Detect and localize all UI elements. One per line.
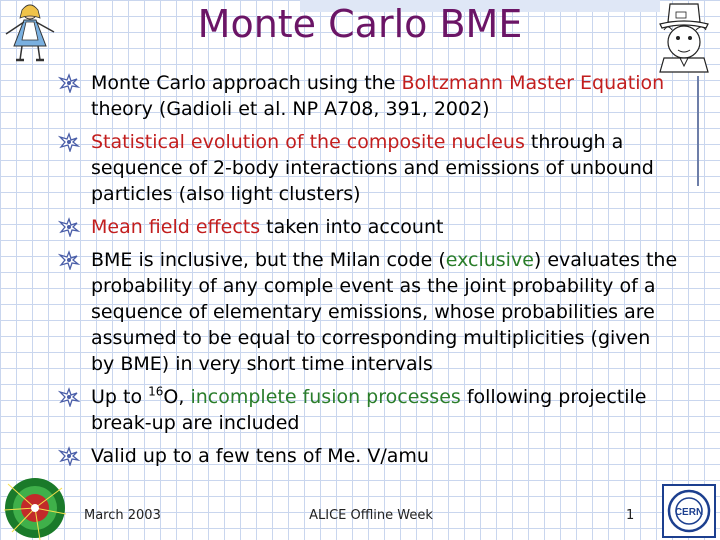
- mad-hatter-illustration-icon: [650, 0, 720, 74]
- bullet-text-segment: Monte Carlo approach using the: [91, 72, 402, 94]
- bullet-item: [58, 384, 678, 436]
- alice-illustration-icon: [0, 0, 62, 66]
- star-bullet-icon: [58, 73, 80, 93]
- bullet-text-segment: Boltzmann Master Equation: [401, 72, 665, 94]
- bullet-text-segment: Valid up to a few tens of Me. V/amu: [91, 445, 429, 467]
- footer-event: ALICE Offline Week: [309, 508, 433, 523]
- bullet-text-segment: incomplete fusion processes: [190, 386, 461, 408]
- bullet-text-segment: Mean field effects: [91, 216, 261, 238]
- bullet-text-segment: Up to: [91, 386, 149, 408]
- bullet-text-segment: following projectile break-up are included: [91, 386, 647, 434]
- bullet-text-segment: exclusive: [445, 249, 534, 271]
- bullet-item: [58, 214, 678, 240]
- bullet-text-segment: theory (Gadioli et al. NP A708, 391, 2002): [91, 98, 490, 120]
- star-bullet-icon: [58, 217, 80, 237]
- bullet-list: [58, 70, 678, 476]
- star-bullet-icon: [58, 446, 80, 466]
- bullet-text-segment: taken into account: [260, 216, 444, 238]
- bullet-item: [58, 70, 678, 122]
- bullet-text-segment: ) evaluates the probability of any comple event as the joint probability of a sequence of elementary emissions, whose probabilities are assumed to be equal to corresponding multiplicities (given by BME) in very short time intervals: [91, 249, 678, 375]
- footer-page-number: 1: [626, 508, 635, 523]
- bullet-text-segment: through a sequence of 2-body interactions and emissions of unbound particles (also light clusters): [91, 131, 654, 205]
- star-bullet-icon: [58, 132, 80, 152]
- star-bullet-icon: [58, 387, 80, 407]
- bullet-item: [58, 247, 678, 377]
- bullet-item: [58, 129, 678, 207]
- bullet-text-segment: BME is inclusive, but the Milan code (: [91, 249, 446, 271]
- cern-logo-text: CERN: [674, 507, 704, 518]
- bullet-text-segment: O,: [163, 386, 191, 408]
- star-bullet-icon: [58, 250, 80, 270]
- footer-date: March 2003: [84, 508, 161, 523]
- slide-title: Monte Carlo BME: [197, 2, 523, 46]
- alice-experiment-logo-icon: [0, 470, 70, 540]
- decorative-vertical-rule: [697, 76, 699, 186]
- bullet-item: [58, 443, 678, 469]
- bullet-text-segment: 16: [148, 384, 164, 399]
- cern-logo-icon: [662, 484, 716, 538]
- bullet-text-segment: Statistical evolution of the composite nucleus: [91, 131, 525, 153]
